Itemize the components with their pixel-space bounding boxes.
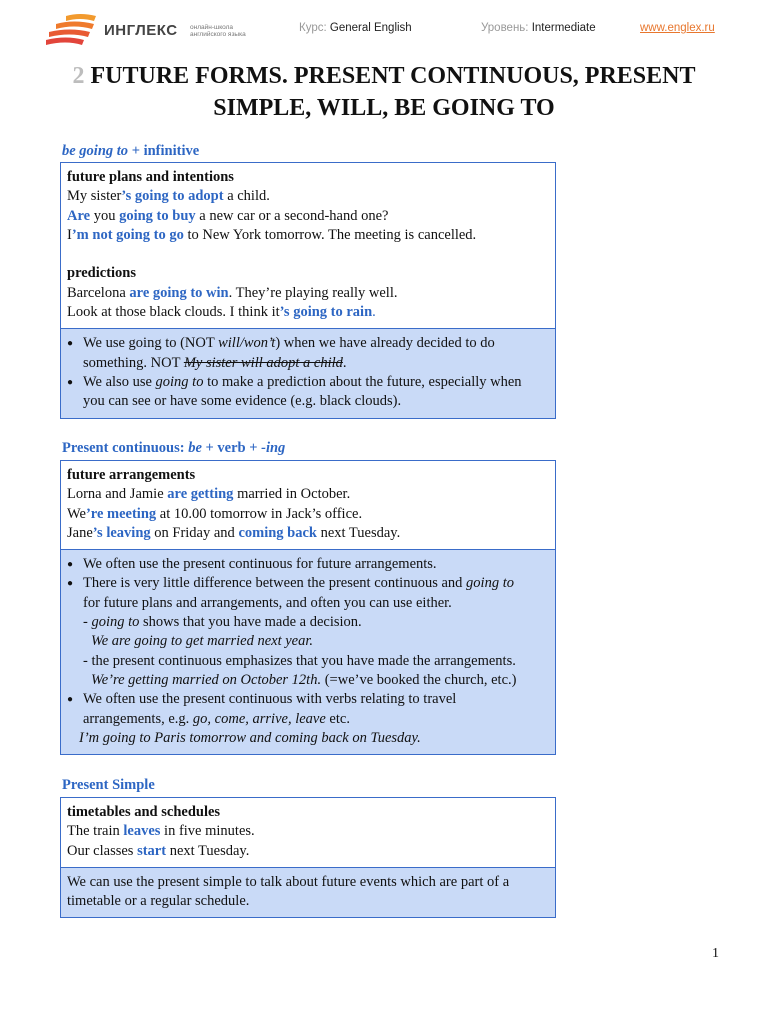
- spacer: [67, 245, 549, 264]
- logo-name: ИНГЛЕКС: [104, 22, 178, 39]
- label-part: Present continuous:: [62, 440, 189, 456]
- rule-line: arrangements, e.g. go, come, arrive, leave etc.: [83, 710, 350, 727]
- example-line: Are you going to buy a new car or a second-hand one?: [67, 207, 389, 224]
- rule-item: ● There is very little difference between the present continuous and going to: [67, 574, 549, 593]
- examples-panel: [61, 461, 555, 549]
- rule-item: ● We use going to (NOT will/won’t) when we have already decided to do something. NOT My sister will adopt a child.: [67, 334, 549, 373]
- page-number: 1: [712, 946, 719, 961]
- rule-example: I’m going to Paris tomorrow and coming back on Tuesday.: [79, 729, 421, 746]
- section-be-going-to-box: [60, 162, 556, 419]
- course-info: [299, 22, 412, 34]
- logo-stripes-icon: [44, 12, 100, 50]
- unit-number: 2: [72, 63, 85, 89]
- rule-line: - the present continuous emphasizes that you have made the arrangements.: [83, 652, 516, 669]
- subheading: future plans and intentions: [67, 169, 234, 185]
- section-present-simple-box: [60, 797, 556, 918]
- examples-panel: [61, 163, 555, 328]
- example-line: Jane’s leaving on Friday and coming back next Tuesday.: [67, 524, 401, 541]
- page-title: [40, 60, 728, 124]
- example-line: The train leaves in five minutes.: [67, 823, 255, 840]
- title-line-2: SIMPLE, WILL, BE GOING TO: [213, 95, 555, 121]
- label-part: + infinitive: [128, 143, 200, 159]
- level-value: Intermediate: [531, 22, 596, 34]
- rule-item: ● We also use going to to make a prediction about the future, especially when you can see or have some evidence (e.g. black clouds).: [67, 373, 549, 412]
- rule-item: ● We often use the present continuous for future arrangements.: [67, 555, 549, 574]
- examples-panel: [61, 798, 555, 867]
- subheading: timetables and schedules: [67, 804, 221, 820]
- section-be-going-to-label: [62, 143, 199, 160]
- site-link[interactable]: www.englex.ru: [640, 22, 715, 34]
- example-line: My sister’s going to adopt a child.: [67, 188, 270, 205]
- logo-tagline: онлайн-школа английского языка: [190, 24, 246, 38]
- section-present-continuous-box: [60, 460, 556, 755]
- course-value: General English: [329, 22, 412, 34]
- rule-example: We’re getting married on October 12th. (=we’ve booked the church, etc.): [91, 671, 517, 688]
- rules-panel: [61, 328, 555, 417]
- title-line-1: FUTURE FORMS. PRESENT CONTINUOUS, PRESENT: [90, 63, 696, 89]
- example-line: Lorna and Jamie are getting married in October.: [67, 486, 351, 503]
- subheading: future arrangements: [67, 467, 196, 483]
- level-label: Уровень:: [481, 22, 529, 34]
- label-part: + verb +: [201, 440, 262, 456]
- example-line: Look at those black clouds. I think it’s going to rain.: [67, 304, 376, 321]
- label-part: -ing: [261, 440, 286, 456]
- section-present-continuous-label: [62, 440, 285, 457]
- subheading: predictions: [67, 265, 137, 282]
- label-part: be going to: [62, 143, 129, 159]
- course-label: Курс:: [299, 22, 327, 34]
- page-header: [0, 0, 768, 60]
- section-present-simple-label: Present Simple: [62, 777, 155, 793]
- label-part: be: [188, 440, 202, 456]
- example-line: We’re meeting at 10.00 tomorrow in Jack’s office.: [67, 505, 363, 522]
- rule-example: We are going to get married next year.: [91, 633, 314, 650]
- rule-line: for future plans and arrangements, and often you can use either.: [83, 594, 452, 611]
- example-line: Barcelona are going to win. They’re playing really well.: [67, 284, 398, 301]
- example-line: Our classes start next Tuesday.: [67, 842, 250, 859]
- englex-logo[interactable]: [44, 12, 264, 52]
- rules-panel: [61, 867, 555, 918]
- rules-panel: [61, 549, 555, 754]
- level-info: [481, 22, 596, 34]
- rule-line: timetable or a regular schedule.: [67, 893, 250, 910]
- rule-line: We can use the present simple to talk about future events which are part of a: [67, 873, 510, 890]
- example-line: I’m not going to go to New York tomorrow. The meeting is cancelled.: [67, 226, 477, 243]
- rule-item: ● We often use the present continuous with verbs relating to travel: [67, 690, 549, 709]
- rule-line: - going to shows that you have made a decision.: [83, 614, 362, 631]
